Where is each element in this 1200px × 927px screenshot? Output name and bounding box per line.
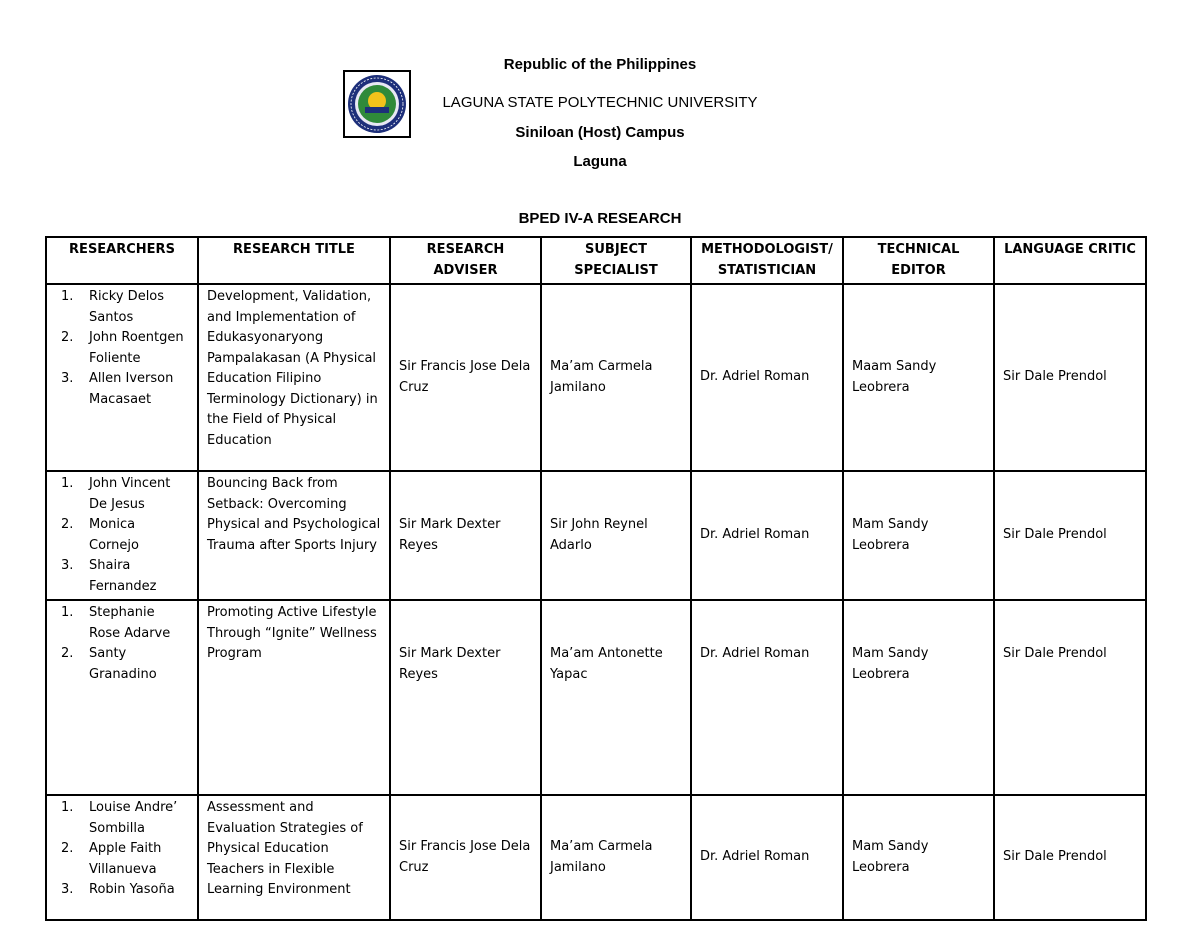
researcher-name: Stephanie Rose Adarve (89, 605, 171, 641)
adviser-cell: Sir Francis Jose Dela Cruz (390, 795, 541, 920)
researcher-item: 1. Ricky Delos Santos (61, 289, 165, 325)
researcher-name: John Roentgen Foliente (89, 330, 184, 366)
researchers-list (55, 798, 189, 901)
researchers-cell (46, 284, 198, 471)
specialist-cell: Ma’am Carmela Jamilano (541, 795, 691, 920)
specialist-cell: Ma’am Carmela Jamilano (541, 284, 691, 471)
header-university: LAGUNA STATE POLYTECHNIC UNIVERSITY (442, 94, 758, 111)
researcher-item: 1. Louise Andre’ Sombilla (61, 800, 178, 836)
researcher-item: 3. Shaira Fernandez (61, 558, 157, 594)
researcher-name: Shaira Fernandez (89, 558, 157, 594)
researcher-item: 2. Apple Faith Villanueva (61, 841, 162, 877)
researcher-item: 1. Stephanie Rose Adarve (61, 605, 171, 641)
table-row (46, 471, 1146, 600)
methodologist-cell: Dr. Adriel Roman (691, 795, 843, 920)
research-title-cell: Development, Validation, and Implementation of Edukasyonaryong Pampalakasan (A Physical Education Filipino Terminology Dictionary) in the Field of Physical Education (198, 284, 390, 471)
col-header-research-title: RESEARCH TITLE (198, 237, 390, 284)
researcher-item: 3. Allen Iverson Macasaet (61, 371, 174, 407)
research-title-cell: Bouncing Back from Setback: Overcoming Physical and Psychological Trauma after Sports Injury (198, 471, 390, 600)
researchers-cell (46, 471, 198, 600)
researcher-name: Monica Cornejo (89, 517, 139, 553)
researcher-name: John Vincent De Jesus (89, 476, 171, 512)
researcher-item: 2. Monica Cornejo (61, 517, 139, 553)
critic-cell: Sir Dale Prendol (994, 471, 1146, 600)
researchers-cell (46, 795, 198, 920)
methodologist-cell: Dr. Adriel Roman (691, 600, 843, 795)
editor-cell: Mam Sandy Leobrera (843, 471, 994, 600)
specialist-cell: Sir John Reynel Adarlo (541, 471, 691, 600)
adviser-cell: Sir Francis Jose Dela Cruz (390, 284, 541, 471)
col-header-researchers: RESEARCHERS (46, 237, 198, 284)
document-title: BPED IV-A RESEARCH (518, 210, 682, 227)
table-row (46, 284, 1146, 471)
adviser-cell: Sir Mark Dexter Reyes (390, 600, 541, 795)
col-header-technical-editor: TECHNICAL EDITOR (843, 237, 994, 284)
methodologist-cell: Dr. Adriel Roman (691, 284, 843, 471)
researchers-list (55, 474, 189, 597)
methodologist-cell: Dr. Adriel Roman (691, 471, 843, 600)
header-campus: Siniloan (Host) Campus (515, 124, 685, 141)
editor-cell: Maam Sandy Leobrera (843, 284, 994, 471)
researchers-list (55, 603, 189, 685)
research-table (45, 236, 1147, 921)
research-title-cell: Promoting Active Lifestyle Through “Ignite” Wellness Program (198, 600, 390, 795)
researcher-name: Santy Granadino (89, 646, 157, 682)
table-row (46, 795, 1146, 920)
researcher-name: Ricky Delos Santos (89, 289, 165, 325)
researcher-name: Allen Iverson Macasaet (89, 371, 174, 407)
editor-cell: Mam Sandy Leobrera (843, 795, 994, 920)
header-province: Laguna (573, 153, 627, 170)
research-title-cell: Assessment and Evaluation Strategies of Physical Education Teachers in Flexible Learning Environment (198, 795, 390, 920)
table-row (46, 600, 1146, 795)
header-country: Republic of the Philippines (503, 56, 697, 73)
critic-cell: Sir Dale Prendol (994, 795, 1146, 920)
researcher-item: 1. John Vincent De Jesus (61, 476, 171, 512)
researcher-item: 2. Santy Granadino (61, 646, 157, 682)
researchers-list (55, 287, 189, 410)
researcher-item: 2. John Roentgen Foliente (61, 330, 184, 366)
researcher-name: Apple Faith Villanueva (89, 841, 162, 877)
col-header-research-adviser: RESEARCH ADVISER (390, 237, 541, 284)
col-header-methodologist: METHODOLOGIST/ STATISTICIAN (691, 237, 843, 284)
adviser-cell: Sir Mark Dexter Reyes (390, 471, 541, 600)
table-header-row (46, 237, 1146, 284)
researcher-name: Louise Andre’ Sombilla (89, 800, 178, 836)
researcher-item: 3. Robin Yasoña (61, 882, 175, 897)
editor-cell: Mam Sandy Leobrera (843, 600, 994, 795)
critic-cell: Sir Dale Prendol (994, 284, 1146, 471)
researcher-name: Robin Yasoña (89, 882, 175, 897)
critic-cell: Sir Dale Prendol (994, 600, 1146, 795)
specialist-cell: Ma’am Antonette Yapac (541, 600, 691, 795)
col-header-subject-specialist: SUBJECT SPECIALIST (541, 237, 691, 284)
researchers-cell (46, 600, 198, 795)
col-header-language-critic: LANGUAGE CRITIC (994, 237, 1146, 284)
